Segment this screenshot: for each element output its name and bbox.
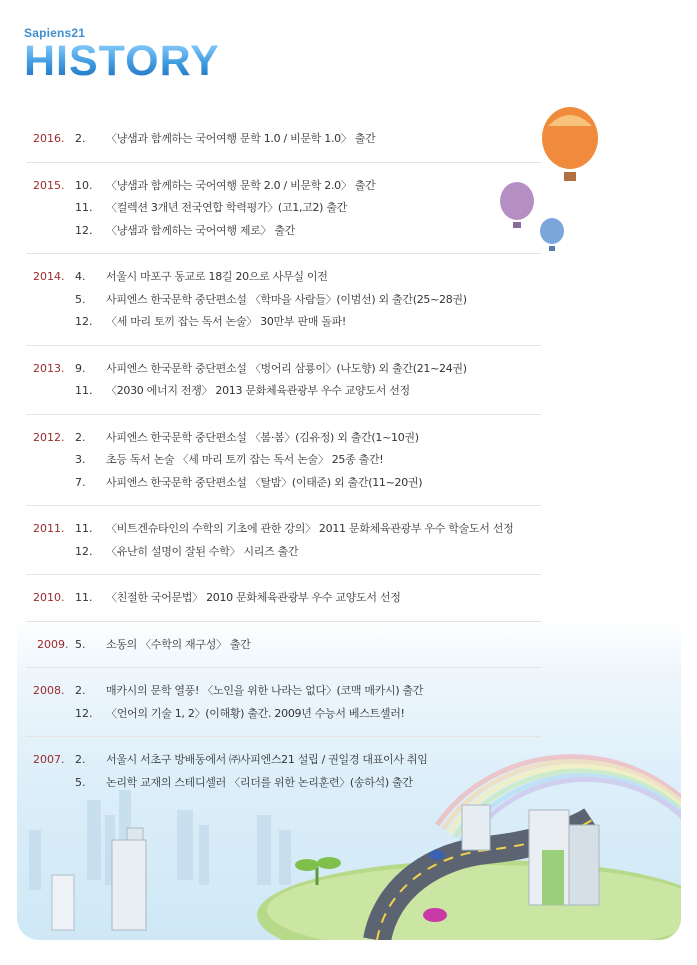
- history-item: [0, 128, 697, 151]
- year-divider: [26, 253, 541, 254]
- history-year-group: [0, 680, 697, 725]
- history-year: 2012.: [33, 430, 65, 444]
- history-month: 11.: [75, 522, 93, 535]
- history-item: [0, 358, 697, 381]
- history-year-group: [0, 266, 697, 334]
- history-item: [0, 220, 697, 243]
- history-description: 〈냥샘과 함께하는 국어여행 문학 1.0 / 비문학 1.0〉 출간: [106, 132, 376, 145]
- history-description: 사피엔스 한국문학 중단편소설 〈학마을 사람들〉(이범선) 외 출간(25~28권): [106, 292, 467, 306]
- history-item: [0, 634, 697, 657]
- brand-name: Sapiens21: [24, 26, 86, 40]
- history-description: 논리학 교재의 스테디셀러 〈리더를 위한 논리훈련〉(송하석) 출간: [106, 775, 413, 789]
- history-month: 5.: [75, 775, 86, 789]
- year-divider-spacer: [0, 151, 697, 175]
- history-month: 11.: [75, 384, 93, 397]
- history-description: 서울시 마포구 동교로 18길 20으로 사무실 이전: [106, 270, 328, 283]
- history-year-group: [0, 358, 697, 403]
- history-item: [0, 587, 697, 610]
- history-description: 〈2030 에너지 전쟁〉 2013 문화체육관광부 우수 교양도서 선정: [106, 384, 410, 397]
- history-year-group: [0, 128, 697, 151]
- history-item: [0, 380, 697, 403]
- history-month: 5.: [75, 637, 86, 651]
- history-item: [0, 680, 697, 703]
- history-month: 2.: [75, 430, 86, 444]
- history-item: [0, 541, 697, 564]
- history-description: 〈컬렉션 3개년 전국연합 학력평가〉(고1,고2) 출간: [106, 201, 348, 214]
- history-year-group: [0, 634, 697, 657]
- history-month: 4.: [75, 270, 86, 283]
- page-header: [24, 26, 220, 85]
- history-year: 2014.: [33, 270, 65, 283]
- history-description: 사피엔스 한국문학 중단편소설 〈벙어리 삼룡이〉(나도향) 외 출간(21~24권): [106, 361, 467, 375]
- history-description: 초등 독서 논술 〈세 마리 토끼 잡는 독서 논술〉 25종 출간!: [106, 453, 384, 466]
- history-year-group: [0, 587, 697, 610]
- history-month: 9.: [75, 361, 86, 375]
- history-description: 〈친절한 국어문법〉 2010 문화체육관광부 우수 교양도서 선정: [106, 591, 401, 604]
- history-description: 〈세 마리 토끼 잡는 독서 논술〉 30만부 판매 돌파!: [106, 315, 347, 328]
- history-year: 2007.: [33, 753, 65, 766]
- year-divider-spacer: [0, 563, 697, 587]
- history-description: 〈냥샘과 함께하는 국어여행 제로〉 출간: [106, 223, 296, 237]
- history-month: 11.: [75, 201, 93, 214]
- history-item: [0, 749, 697, 772]
- history-month: 11.: [75, 591, 93, 604]
- history-month: 12.: [75, 315, 93, 328]
- history-year: 2008.: [33, 684, 65, 697]
- history-item: [0, 175, 697, 198]
- history-year: 2010.: [33, 591, 65, 604]
- history-month: 10.: [75, 178, 93, 192]
- history-item: [0, 427, 697, 450]
- year-divider: [26, 345, 541, 346]
- year-divider: [26, 736, 541, 737]
- history-month: 5.: [75, 292, 86, 306]
- year-divider: [26, 505, 541, 506]
- history-month: 2.: [75, 684, 86, 697]
- history-description: 매카시의 문학 열풍! 〈노인을 위한 나라는 없다〉(코맥 매카시) 출간: [106, 684, 424, 697]
- history-month: 3.: [75, 453, 86, 466]
- history-description: 사피엔스 한국문학 중단편소설 〈탈밤〉(이태준) 외 출간(11~20권): [106, 475, 423, 489]
- history-year: 2016.: [33, 132, 65, 145]
- history-description: 서울시 서초구 방배동에서 ㈜사피엔스21 설립 / 권일경 대표이사 취임: [106, 753, 428, 766]
- history-timeline: [0, 128, 697, 794]
- history-item: [0, 311, 697, 334]
- history-year-group: [0, 518, 697, 563]
- history-month: 12.: [75, 706, 93, 720]
- history-month: 12.: [75, 223, 93, 237]
- history-item: [0, 703, 697, 726]
- year-divider-spacer: [0, 494, 697, 518]
- history-year: 2011.: [33, 522, 65, 535]
- history-year: 2015.: [33, 178, 65, 192]
- history-month: 7.: [75, 475, 86, 489]
- history-description: 〈냥샘과 함께하는 국어여행 문학 2.0 / 비문학 2.0〉 출간: [106, 178, 376, 192]
- year-divider: [26, 667, 541, 668]
- year-divider: [26, 574, 541, 575]
- history-description: 〈유난히 설명이 잘된 수학〉 시리즈 출간: [106, 544, 299, 558]
- history-description: 사피엔스 한국문학 중단편소설 〈봄·봄〉(김유정) 외 출간(1~10권): [106, 430, 419, 444]
- history-item: [0, 772, 697, 795]
- history-item: [0, 518, 697, 541]
- history-year: 2013.: [33, 361, 65, 375]
- history-month: 2.: [75, 753, 86, 766]
- year-divider: [26, 414, 541, 415]
- year-divider-spacer: [0, 725, 697, 749]
- history-description: 〈비트겐슈타인의 수학의 기초에 관한 강의〉 2011 문화체육관광부 우수 학술도서 선정: [106, 522, 514, 535]
- history-year-group: [0, 175, 697, 243]
- history-item: [0, 266, 697, 289]
- history-description: 소동의 〈수학의 재구성〉 출간: [106, 637, 251, 651]
- page-title: HISTORY: [24, 37, 220, 85]
- year-divider-spacer: [0, 403, 697, 427]
- year-divider-spacer: [0, 334, 697, 358]
- history-item: [0, 449, 697, 472]
- year-divider: [26, 162, 541, 163]
- year-divider-spacer: [0, 610, 697, 634]
- history-month: 12.: [75, 544, 93, 558]
- history-year-group: [0, 749, 697, 794]
- year-divider-spacer: [0, 656, 697, 680]
- history-description: 〈언어의 기술 1, 2〉(이해황) 출간. 2009년 수능서 베스트셀러!: [106, 706, 405, 720]
- history-year: 2009.: [37, 637, 69, 651]
- history-month: 2.: [75, 132, 86, 145]
- history-item: [0, 289, 697, 312]
- year-divider: [26, 621, 541, 622]
- history-year-group: [0, 427, 697, 495]
- history-item: [0, 472, 697, 495]
- history-item: [0, 197, 697, 220]
- year-divider-spacer: [0, 242, 697, 266]
